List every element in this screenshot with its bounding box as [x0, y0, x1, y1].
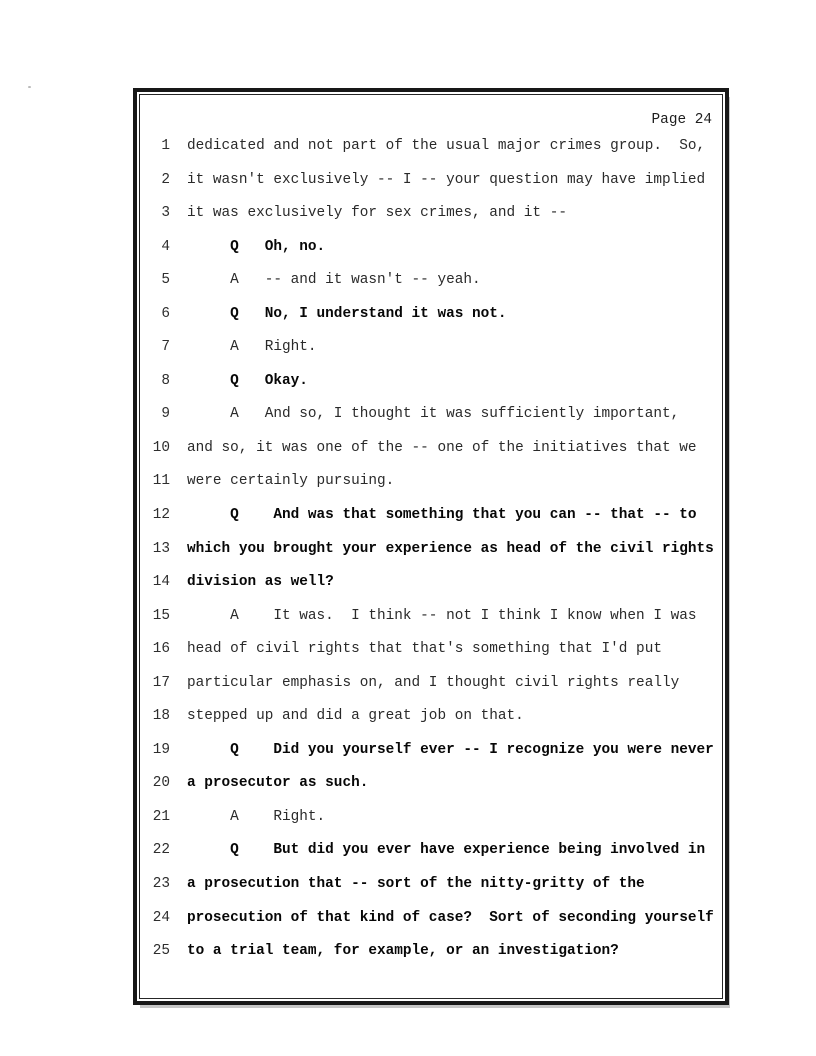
transcript-line: [140, 499, 722, 533]
line-text: Q Did you yourself ever -- I recognize you were never: [187, 741, 714, 758]
transcript-line: [140, 164, 722, 198]
page-border-frame: [133, 88, 729, 1005]
line-number: 19: [152, 741, 170, 758]
scan-artifact-dot: [28, 86, 31, 88]
transcript-lines: [140, 130, 722, 969]
transcript-line: [140, 600, 722, 634]
line-text: to a trial team, for example, or an investigation?: [187, 943, 619, 960]
transcript-line: [140, 197, 722, 231]
transcript-line: [140, 734, 722, 768]
line-text: it wasn't exclusively -- I -- your question may have implied: [187, 171, 706, 188]
transcript-line: [140, 834, 722, 868]
transcript-line: [140, 130, 722, 164]
transcript-line: [140, 935, 722, 969]
transcript-line: [140, 700, 722, 734]
line-number: 13: [152, 540, 170, 557]
transcript-line: [140, 331, 722, 365]
line-text: which you brought your experience as head of the civil rights: [187, 540, 714, 557]
line-text: and so, it was one of the -- one of the initiatives that we: [187, 439, 697, 456]
line-text: A -- and it wasn't -- yeah.: [187, 272, 481, 289]
transcript-line: [140, 264, 722, 298]
line-number: 20: [152, 775, 170, 792]
transcript-line: [140, 231, 722, 265]
page-border-inner-line: [139, 94, 723, 999]
line-text: Q Okay.: [187, 372, 308, 389]
line-text: were certainly pursuing.: [187, 473, 395, 490]
line-number: 8: [161, 372, 170, 389]
line-text: prosecution of that kind of case? Sort of seconding yourself: [187, 909, 714, 926]
transcript-line: [140, 667, 722, 701]
line-number: 24: [152, 909, 170, 926]
line-text: Q Oh, no.: [187, 238, 326, 255]
page-number-header: Page 24: [651, 112, 712, 128]
line-text: A It was. I think -- not I think I know when I was: [187, 607, 697, 624]
transcript-line: [140, 767, 722, 801]
line-text: head of civil rights that that's something that I'd put: [187, 641, 662, 658]
transcript-line: [140, 801, 722, 835]
line-number: 2: [161, 171, 170, 188]
line-number: 17: [152, 674, 170, 691]
transcript-page: [140, 95, 722, 998]
line-number: 22: [152, 842, 170, 859]
line-number: 7: [161, 339, 170, 356]
line-text: A Right.: [187, 808, 326, 825]
transcript-line: [140, 298, 722, 332]
transcript-line: [140, 633, 722, 667]
line-number: 6: [161, 305, 170, 322]
line-number: 4: [161, 238, 170, 255]
line-number: 16: [152, 641, 170, 658]
line-number: 10: [152, 439, 170, 456]
line-number: 1: [161, 138, 170, 154]
transcript-line: [140, 868, 722, 902]
transcript-line: [140, 398, 722, 432]
line-text: it was exclusively for sex crimes, and it --: [187, 205, 567, 222]
line-number: 11: [152, 473, 170, 490]
line-text: Q And was that something that you can -- that -- to: [187, 507, 697, 524]
transcript-line: [140, 465, 722, 499]
line-number: 25: [152, 943, 170, 960]
line-text: particular emphasis on, and I thought civil rights really: [187, 674, 680, 691]
transcript-line: [140, 533, 722, 567]
line-text: A Right.: [187, 339, 317, 356]
transcript-line: [140, 365, 722, 399]
line-number: 3: [161, 205, 170, 222]
line-number: 9: [161, 406, 170, 423]
line-number: 5: [161, 272, 170, 289]
line-text: stepped up and did a great job on that.: [187, 708, 524, 725]
line-number: 12: [152, 507, 170, 524]
transcript-line: [140, 902, 722, 936]
line-number: 18: [152, 708, 170, 725]
transcript-line: [140, 566, 722, 600]
line-number: 23: [152, 876, 170, 893]
line-number: 15: [152, 607, 170, 624]
line-text: a prosecutor as such.: [187, 775, 369, 792]
transcript-line: [140, 432, 722, 466]
line-text: division as well?: [187, 574, 334, 591]
line-text: a prosecution that -- sort of the nitty-gritty of the: [187, 876, 645, 893]
line-text: dedicated and not part of the usual major crimes group. So,: [187, 138, 706, 154]
line-text: A And so, I thought it was sufficiently important,: [187, 406, 680, 423]
line-text: Q But did you ever have experience being involved in: [187, 842, 706, 859]
line-number: 14: [152, 574, 170, 591]
line-number: 21: [152, 808, 170, 825]
line-text: Q No, I understand it was not.: [187, 305, 507, 322]
